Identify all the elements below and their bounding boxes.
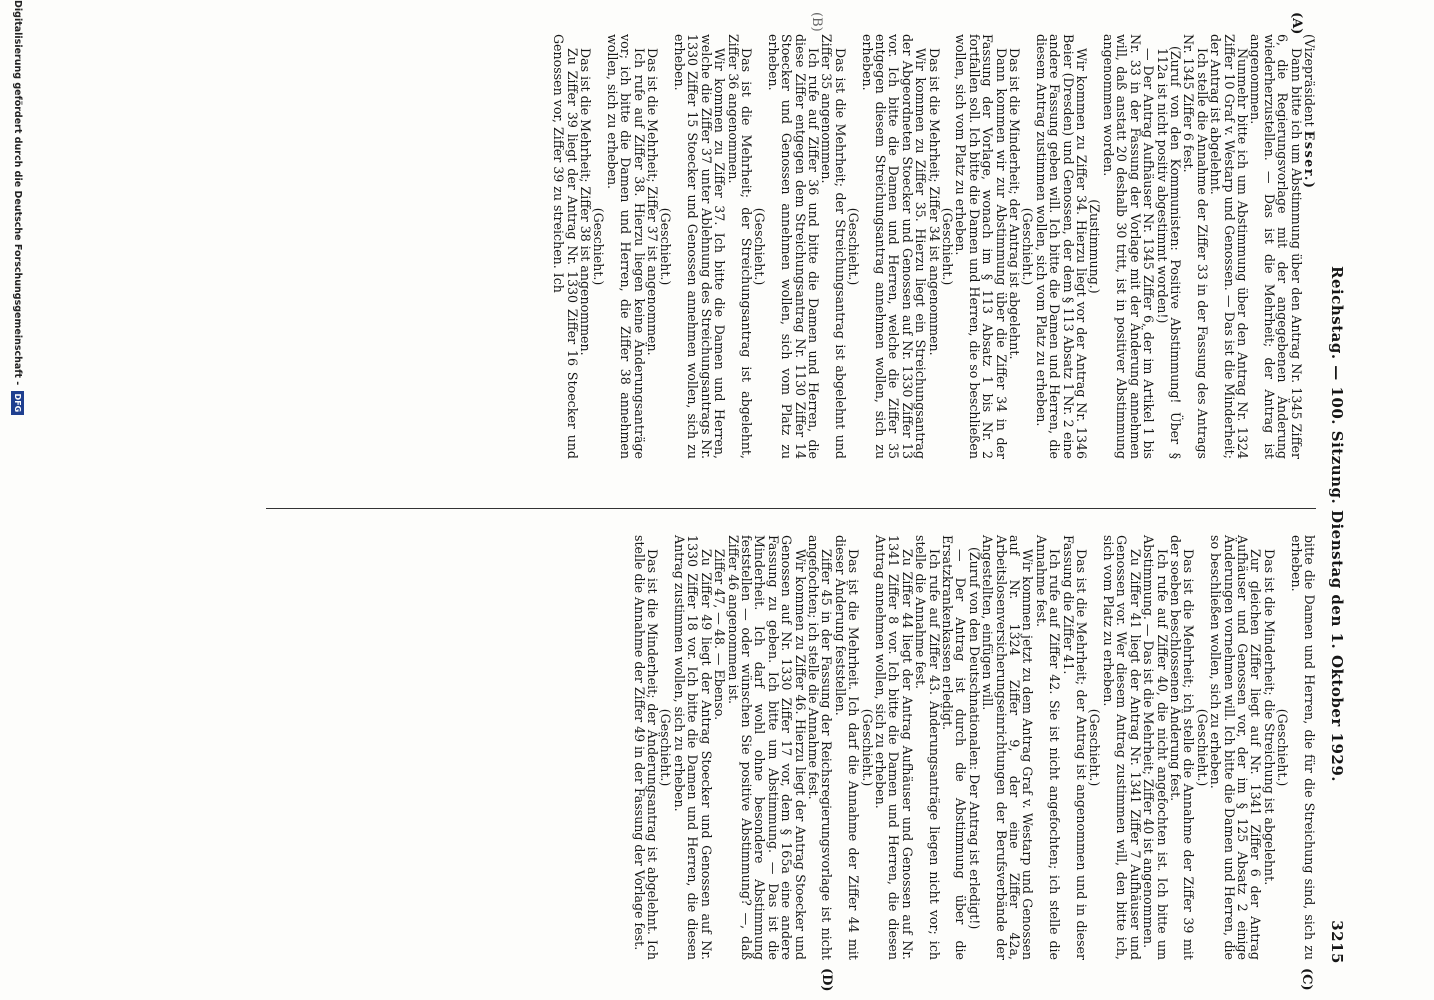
paragraph: Das ist die Minderheit; der Antrag ist abgelehnt.	[1007, 48, 1023, 360]
paragraph: Das ist die Mehrheit; Ziffer 38 ist angenommen.	[578, 48, 594, 356]
speaker-line	[1303, 34, 1316, 459]
paragraph: Das ist die Mehrheit; Ziffer 34 ist angenommen.	[926, 48, 942, 356]
page-title: Reichstag. — 100. Sitzung. Dienstag den 1. Oktober 1929.	[1328, 266, 1346, 782]
paragraph: Wir kommen jetzt zu dem Antrag Graf v. Westarp und Genossen auf Nr. 1324 Ziffer 9, der eine Ziffer 42a, Arbeitslosenversicherungseinrichtungen der Berufsverbände der Angestellten, einfügen will.	[980, 535, 1036, 960]
paragraph: Das ist die Mehrheit; der Streichungsantrag ist abgelehnt, Ziffer 36 angenommen.	[725, 34, 754, 459]
paragraph: Wir kommen zu Ziffer 37. Ich bitte die Damen und Herren, welche die Ziffer 37 unter Ablehnung des Streichungsantrags Nr. 1330 Ziffer 15 Stoecker und Genossen annehmen wollen, sich zu erheben.	[671, 34, 728, 459]
paragraph: Ich rufe auf Ziffer 38. Hierzu liegen keine Änderungsanträge vor; ich bitte die Damen und Herren, die Ziffer 38 annehmen wollen, sich zu erheben.	[604, 34, 647, 459]
left-text-column	[552, 34, 1316, 459]
stage-direction: (Geschieht.)	[1194, 708, 1210, 787]
right-text-column	[632, 535, 1316, 960]
stage-direction: (Geschieht.)	[1087, 708, 1103, 787]
paragraph: — Der Antrag ist durch die Abstimmung über die Ersatzkrankenkassen erledigt.	[940, 535, 969, 960]
paragraph: Dann kommen wir zur Abstimmung über die Ziffer 34 in der Fassung der Vorlage, wonach im § 113 Absatz 1 bis Nr. 2 fortfallen soll. Ich bitte die Damen und Herren, die so beschließen wollen, sich vom Platz zu erheben.	[953, 34, 1009, 459]
paragraph: (Zuruf von den Deutschnationalen: Der Antrag ist erledigt!)	[966, 547, 982, 930]
stage-direction: (Geschieht.)	[1020, 207, 1036, 286]
paragraph: Ziffer 45 in der Fassung der Reichsregierungsvorlage ist nicht angefochten; ich stelle die Annahme fest.	[805, 535, 835, 960]
margin-letter-a: (A)	[1289, 12, 1304, 35]
paragraph: Ich stelle die Annahme der Ziffer 33 in der Fassung des Antrags Nr. 1345 Ziffer 6 fest.	[1181, 34, 1210, 459]
paragraph: Wir kommen zu Ziffer 35. Hierzu liegt ein Streichungsantrag der Abgeordneten Stoecker und Genossen auf Nr. 1330 Ziffer 13 vor. Ich bitte die Damen und Herren, welche die Ziffer 35 entgegen diesem Streichungsantrag annehmen wollen, sich zu erheben.	[859, 34, 929, 459]
column-divider	[266, 508, 1316, 509]
paragraph: Das ist die Mehrheit; der Streichungsantrag ist abgelehnt und Ziffer 35 angenommen.	[819, 34, 848, 459]
stage-direction: (Geschieht.)	[658, 708, 674, 787]
paragraph: Das ist die Mehrheit; Ziffer 37 ist angenommen.	[645, 48, 661, 356]
margin-letter-b: (B)	[809, 12, 824, 32]
page-header	[1322, 84, 1346, 964]
paragraph: Nunmehr bitte ich um Abstimmung über den Antrag Nr. 1324 Ziffer 10 Graf v. Westarp und Genossen. — Das ist die Minderheit; der Antrag ist abgelehnt.	[1208, 34, 1250, 459]
paragraph: Das ist die Minderheit; der Änderungsantrag ist abgelehnt. Ich stelle die Annahme der Ziffer 49 in der Fassung der Vorlage fest.	[631, 535, 661, 960]
speaker-name: Esser.)	[1302, 130, 1317, 190]
paragraph: — Der Antrag Aufhäuser Nr. 1345 Ziffer 6, der im Artikel 1 bis Nr. 33 in der Fassung der Vorlage mit der Änderung annehmen will, daß anstatt 20 deshalb 30 tritt, ist in positiver Abstimmung angenommen worden.	[1100, 34, 1157, 459]
paragraph: bitte die Damen und Herren, die für die Streichung sind, sich zu erheben.	[1288, 535, 1317, 960]
paragraph: Zu Ziffer 49 liegt der Antrag Stoecker und Genossen auf Nr. 1330 Ziffer 18 vor. Ich bitte die Damen und Herren, die diesen Antrag zustimmen wollen, sich zu erheben.	[671, 535, 714, 960]
paragraph: Ich rufe auf Ziffer 36 und bitte die Damen und Herren, die diese Ziffer entgegen dem Streichungsantrag Nr. 1130 Ziffer 14 Stoecker und Genossen annehmen wollen, sich vom Platz zu erheben.	[765, 34, 821, 459]
dfg-logo-icon: DFG	[11, 391, 24, 416]
stage-direction: (Geschieht.)	[940, 207, 956, 286]
margin-letter-d: (D)	[819, 968, 834, 992]
paragraph: Das ist die Mehrheit; der Antrag ist angenommen und in dieser Fassung die Ziffer 41.	[1060, 535, 1090, 960]
page-number: 3215	[1328, 920, 1346, 964]
paragraph: Dann bitte ich um Abstimmung über den Antrag Nr. 1345 Ziffer 6, die Regierungsvorlage mit der angegebenen Änderung wiederherzustellen. — Das ist die Mehrheit; der Antrag ist angenommen.	[1248, 34, 1304, 459]
paragraph: Das ist die Minderheit; die Streichung ist abgelehnt.	[1261, 549, 1277, 886]
paragraph: Zu Ziffer 39 liegt der Antrag Nr. 1330 Ziffer 16 Stoecker und Genossen vor, Ziffer 39 zu streichen. Ich	[551, 34, 580, 459]
paragraph: Das ist die Mehrheit; ich stelle die Annahme der Ziffer 39 mit der soeben beschlossenen Änderung fest.	[1167, 535, 1197, 960]
paragraph: Ich rufe auf Ziffer 42. Sie ist nicht angefochten; ich stelle die Annahme fest.	[1033, 535, 1063, 960]
paragraph: Wir kommen zu Ziffer 46. Hierzu liegt der Antrag Stoecker und Genossen auf Nr. 1330 Ziffer 17 vor, dem § 165a eine andere Fassung zu geben. Ich bitte um Abstimmung. — Das ist die Minderheit. Ich darf wohl ohne besondere Abstimmung feststellen — oder wünschen Sie positive Abstimmung? —, daß Ziffer 46 angenommen ist.	[725, 535, 808, 960]
paragraph: Das ist die Mehrheit. Ich darf die Annahme der Ziffer 44 mit dieser Änderung feststellen.	[832, 535, 862, 960]
paragraph: Ich rufe auf Ziffer 40, die nicht angefochten ist. Ich bitte um Abstimmung. — Das ist die Mehrheit; Ziffer 40 ist angenommen.	[1141, 535, 1170, 960]
paragraph: Wir kommen zu Ziffer 34. Hierzu liegt vor der Antrag Nr. 1346 Beier (Dresden) und Genossen, der dem § 113 Absatz 1 Nr. 2 eine andere Fassung geben will. Ich bitte die Damen und Herren, die diesem Antrag zustimmen wollen, sich vom Platz zu erheben.	[1033, 34, 1090, 459]
stage-direction: (Geschieht.)	[1275, 708, 1291, 787]
stage-direction: (Geschieht.)	[859, 708, 875, 787]
stage-direction: (Zustimmung.)	[1087, 199, 1103, 294]
stage-direction: (Geschieht.)	[752, 207, 768, 286]
paragraph: Zur gleichen Ziffer liegt auf Nr. 1341 Ziffer 6 der Antrag Aufhäuser und Genossen vor, der im § 125 Absatz 2 einige Änderungen vornehmen will. Ich bitte die Damen und Herren, die so beschließen wollen, sich zu erheben.	[1208, 535, 1264, 960]
paragraph: Ich rufe auf Ziffer 43. Änderungsanträge liegen nicht vor; ich stelle die Annahme fest.	[913, 535, 942, 960]
paragraph: Ziffer 47, — 48. — Ebenso.	[712, 549, 728, 721]
margin-letter-c: (C)	[1299, 968, 1314, 991]
speaker-role: (Vizepräsident	[1302, 34, 1317, 131]
paragraph: Zu Ziffer 41 liegt der Antrag Nr. 1341 Ziffer 7 Aufhäuser und Genossen vor. Wer diesem Antrag zustimmen will, den bitte ich, sich vom Platz zu erheben.	[1100, 535, 1143, 960]
digitization-credit	[11, 0, 24, 1000]
stage-direction: (Geschieht.)	[591, 207, 607, 286]
stage-direction: (Geschieht.)	[846, 207, 862, 286]
credit-text: Digitalisierung gefördert durch die Deutsche Forschungsgemeinschaft -	[12, 0, 23, 386]
stage-direction: (Geschieht.)	[658, 207, 674, 286]
paragraph: (Zuruf von den Kommunisten: Positive Abstimmung! Über § 112a ist nicht positiv abgestimmt worden!)	[1154, 46, 1183, 459]
paragraph: Zu Ziffer 44 liegt der Antrag Aufhäuser und Genossen auf Nr. 1341 Ziffer 8 vor. Ich bitte die Damen und Herren, die diesen Antrag annehmen wollen, sich zu erheben.	[873, 535, 915, 960]
